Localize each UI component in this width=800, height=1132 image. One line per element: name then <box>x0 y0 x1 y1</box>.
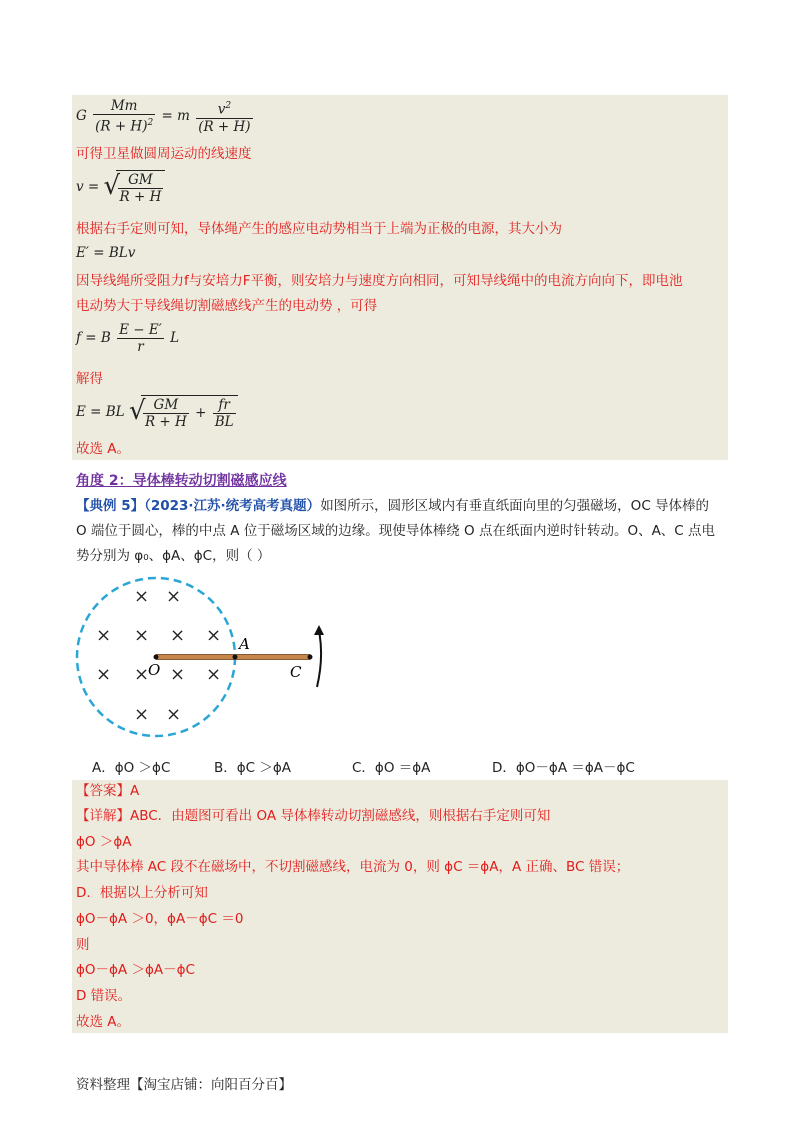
result-line-8: 故选 A。 <box>76 1014 131 1030</box>
point-A <box>233 655 238 660</box>
equation-emf: E′ = BLv <box>76 245 136 261</box>
result-line-3: D．根据以上分析可知 <box>76 885 208 901</box>
rotation-arrow-head <box>314 625 324 635</box>
field-cross: × <box>134 625 150 646</box>
field-cross: × <box>96 625 112 646</box>
field-cross: × <box>166 586 182 607</box>
equation-gravity: G $\frac{Mm}{(R + H)^2}$ = m $\frac{v^2}{(R + H)}$ <box>76 98 251 135</box>
rotation-arrow <box>317 631 321 687</box>
field-cross: × <box>134 704 150 725</box>
question-line-3: 势分别为 φ₀、ϕA、ϕC，则（ ） <box>76 548 271 564</box>
result-line-5: 则 <box>76 937 90 953</box>
result-line-6: ϕO－ϕA ＞ϕA－ϕC <box>76 962 195 978</box>
label-A: A <box>239 635 250 653</box>
text-line-speed: 可得卫星做圆周运动的线速度 <box>76 146 252 162</box>
option-c[interactable]: C．ϕO ＝ϕA <box>352 760 431 776</box>
footer-credit: 资料整理【淘宝店铺：向阳百分百】 <box>76 1077 292 1093</box>
field-cross: × <box>206 664 222 685</box>
question-line-1: 【典例 5】（2023·江苏·统考高考真题）如图所示，圆形区域内有垂直纸面向里的匀强磁场，OC 导体棒的 <box>76 498 710 514</box>
field-cross: × <box>166 704 182 725</box>
result-line-1: ϕO ＞ϕA <box>76 834 132 850</box>
point-O <box>154 655 159 660</box>
label-O: O <box>148 661 161 679</box>
option-a[interactable]: A．ϕO ＞ϕC <box>92 760 171 776</box>
field-cross: × <box>206 625 222 646</box>
option-b[interactable]: B．ϕC ＞ϕA <box>214 760 292 776</box>
result-line-4: ϕO－ϕA ＞0，ϕA－ϕC ＝0 <box>76 911 244 927</box>
field-cross: × <box>170 664 186 685</box>
label-C: C <box>290 663 302 681</box>
option-d[interactable]: D．ϕO－ϕA ＝ϕA－ϕC <box>492 760 635 776</box>
field-cross: × <box>96 664 112 685</box>
equation-result: E = BL √ $\frac{GM}{R + H}$ + $\frac{fr}{BL}$ <box>76 395 238 430</box>
section-title: 角度 2：导体棒转动切割磁感应线 <box>76 473 287 489</box>
text-line-balance-2: 电动势大于导线绳切割磁感线产生的电动势 ，可得 <box>76 298 378 314</box>
answer-line: 【答案】A <box>76 783 140 799</box>
question-source: （2023·江苏·统考高考真题） <box>144 498 321 514</box>
text-line-emf: 根据右手定则可知，导体绳产生的感应电动势相当于上端为正极的电源，其大小为 <box>76 221 562 237</box>
text-line-balance-1: 因导线绳所受阻力f与安培力F平衡，则安培力与速度方向相同，可知导线绳中的电流方向向下，即电池 <box>76 273 683 289</box>
question-tag: 【典例 5】 <box>76 498 145 514</box>
text-line-solve: 解得 <box>76 371 103 387</box>
question-line-2: O 端位于圆心，棒的中点 A 位于磁场区域的边缘。现使导体棒绕 O 点在纸面内逆时针转动。O、A、C 点电 <box>76 523 716 539</box>
point-C <box>308 655 313 660</box>
equation-force: f = B $\frac{E - E'}{r}$ L <box>76 322 180 355</box>
result-line-2: 其中导体棒 AC 段不在磁场中，不切割磁感线，电流为 0，则 ϕC ＝ϕA，A 正确、BC 错误； <box>76 859 630 875</box>
equation-velocity: v = √ $\frac{GM}{R + H}$ <box>76 170 165 205</box>
field-cross: × <box>134 664 150 685</box>
field-cross: × <box>170 625 186 646</box>
detail-line: 【详解】ABC．由题图可看出 OA 导体棒转动切割磁感线，则根据右手定则可知 <box>76 808 551 824</box>
magnetic-field-figure <box>70 575 340 740</box>
field-cross: × <box>134 586 150 607</box>
text-line-choose: 故选 A。 <box>76 441 131 457</box>
result-line-7: D 错误。 <box>76 988 132 1004</box>
